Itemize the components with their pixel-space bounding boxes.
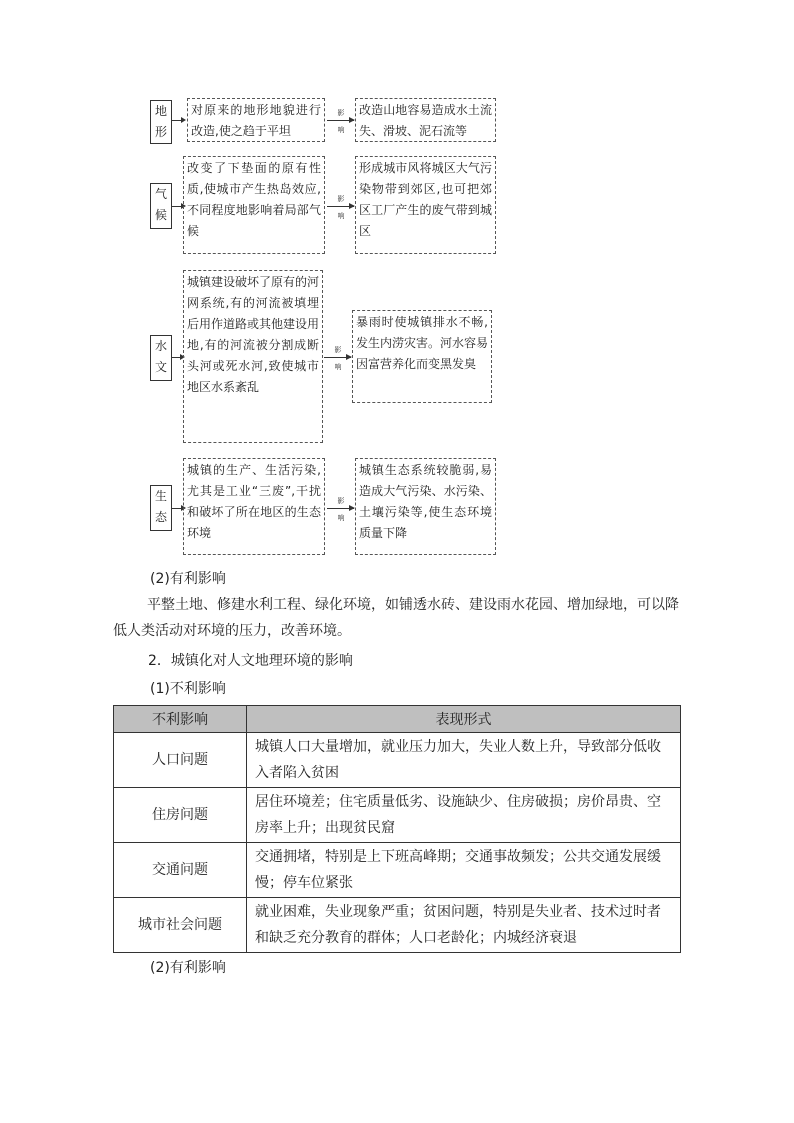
heading-favorable-impact: (2)有利影响 [150, 571, 226, 587]
table-row [114, 788, 681, 843]
table-cell-description: 交通拥堵，特别是上下班高峰期；交通事故频发；公共交通发展缓慢；停车位紧张 [247, 843, 681, 898]
cause-box-hydrology: 城镇建设破坏了原有的河网系统,有的河流被填埋后用作道路或其他建设用地,有的河流被分割成断头河或死水河,致使城市地区水系紊乱 [183, 270, 323, 443]
section-title: 2．城镇化对人文地理环境的影响 [148, 653, 353, 669]
table-row [114, 733, 681, 788]
table-cell-description: 城镇人口大量增加，就业压力加大，失业人数上升，导致部分低收入者陷入贫困 [247, 733, 681, 788]
table-header-forms: 表现形式 [247, 706, 681, 733]
cause-box-ecology: 城镇的生产、生活污染,尤其是工业“三废”,干扰和破坏了所在地区的生态环境 [183, 458, 325, 555]
cause-box-terrain: 对原来的地形地貌进行改造,使之趋于平坦 [187, 98, 325, 142]
influence-label-top: 影 [337, 195, 345, 203]
unfavorable-impacts-table [113, 705, 681, 953]
effect-box-terrain: 改造山地容易造成水土流失、滑坡、泥石流等 [355, 98, 496, 142]
influence-label-bottom: 响 [334, 363, 342, 371]
influence-label-top: 影 [337, 497, 345, 505]
table-row [114, 843, 681, 898]
table-cell-description: 居住环境差；住宅质量低劣、设施缺少、住房破损；房价昂贵、空房率上升；出现贫民窟 [247, 788, 681, 843]
table-cell-category: 人口问题 [114, 733, 247, 788]
connector-arrowhead [181, 117, 186, 123]
diagram-row-hydrology [150, 270, 500, 443]
category-label-ecology: 生 态 [150, 485, 172, 531]
diagram-row-climate [150, 156, 500, 254]
influence-arrow [327, 195, 354, 220]
influence-arrow [327, 497, 354, 522]
heading-favorable-impact-2: (2)有利影响 [150, 960, 226, 976]
effect-box-ecology: 城镇生态系统较脆弱,易造成大气污染、水污染、土壤污染等,使生态环境质量下降 [355, 458, 496, 555]
table-cell-category: 城市社会问题 [114, 898, 247, 953]
table-header-category: 不利影响 [114, 706, 247, 733]
effect-box-hydrology: 暴雨时使城镇排水不畅,发生内涝灾害。河水容易因富营养化而变黑发臭 [352, 310, 492, 403]
influence-label-bottom: 响 [337, 514, 345, 522]
table-cell-category: 住房问题 [114, 788, 247, 843]
diagram-row-terrain [150, 98, 500, 142]
category-label-terrain: 地 形 [150, 100, 172, 144]
influence-label-top: 影 [337, 109, 345, 117]
table-row [114, 898, 681, 953]
table-cell-category: 交通问题 [114, 843, 247, 898]
category-label-hydrology: 水 文 [150, 335, 172, 381]
paragraph-favorable-impact: 平整土地、修建水利工程、绿化环境，如铺透水砖、建设雨水花园、增加绿地，可以降低人类活动对环境的压力，改善环境。 [113, 597, 679, 639]
heading-unfavorable-impact: (1)不利影响 [150, 681, 226, 697]
influence-arrow [324, 346, 351, 371]
cause-box-climate: 改变了下垫面的原有性质,使城市产生热岛效应,不同程度地影响着局部气候 [183, 156, 325, 254]
diagram-row-ecology [150, 458, 500, 555]
table-cell-description: 就业困难，失业现象严重；贫困问题，特别是失业者、技术过时者和缺乏充分教育的群体；人口老龄化；内城经济衰退 [247, 898, 681, 953]
table-header-row [114, 706, 681, 733]
category-label-climate: 气 候 [150, 183, 172, 229]
influence-label-bottom: 响 [337, 126, 345, 134]
influence-label-bottom: 响 [337, 212, 345, 220]
effect-box-climate: 形成城市风将城区大气污染物带到郊区,也可把郊区工厂产生的废气带到城区 [355, 156, 496, 254]
influence-arrow [327, 109, 354, 134]
influence-label-top: 影 [334, 346, 342, 354]
